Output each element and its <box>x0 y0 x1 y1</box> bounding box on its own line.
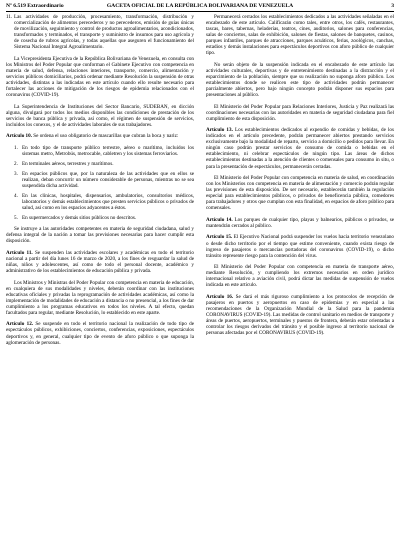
article-label: Artículo 12. <box>6 321 34 328</box>
paragraph: Permanecerá cerrados los establecimientos dedicados a las actividades señaladas en el encabezado de este artículo. Calificarán como tales, entre otros, los cafés, restaurantes, tascas, bares, tabernas, heladerías, teatros, cines, auditorios, salones para conferencias, salas de conciertos, salas de exhibición, salones de fiestas, salones de banquetes, casinos, parques infantiles, parques de atracciones, parques acuáticos, ferias, zoológicos, canchas, estadios y demás instalaciones para espectáculos deportivos con aforo público de cualquier tipo. <box>206 14 394 57</box>
article-label: Artículo 14. <box>206 216 233 223</box>
list-item: 2. En terminales aéreos, terrestres y marítimos. <box>14 160 114 167</box>
paragraph: El Ministerio del Poder Popular con competencia en materia de transporte aéreo, mediante Resolución, y cumpliendo los extremos necesarios en orden jurídico internacional relativo a aviación civil, podrá dictar las medidas de suspensión de vuelos indicada en este artículo. <box>206 264 394 289</box>
article-12: Artículo 12. Se suspende en todo el territorio nacional la realización de todo tipo de espectáculos públicos, exhibiciones, conciertos, conferencias, exposiciones, espectáculos deportivos y, en general, cualquier tipo de evento de aforo público o que suponga la aglomeración de personas. <box>6 321 195 346</box>
article-10-list <box>14 145 194 221</box>
list-item: 3. En espacios públicos que, por la naturaleza de las actividades que en ellos se realizan, deban concurrir un número considerable de personas, mientras no se sea suspendida dicha actividad. <box>14 170 194 190</box>
article-label: Artículo 11. <box>6 249 33 256</box>
article-16: Artículo 16. Se dará el más riguroso cumplimiento a los protocolos de recepción de pasajeros en puertos y aeropuertos en caso de epidemias y en especial a las recomendaciones de la Organización Mundial de la Salud para la pandemia CORONAVIRUS (COVID-19). Las medidas de control sanitario en medios de transporte y áreas de puertos, aeropuertos, terminales y puestos de frontera, deberán estar orientadas a controlar los riesgos derivados del tránsito y el posible ingreso al territorio nacional de personas afectadas por el CORONAVIRUS (COVID-19). <box>206 293 395 337</box>
list-item: 4. En las clínicas, hospitales, dispensarios, ambulatorios, consultorios médicos, laboratorios y demás establecimientos que presten servicios públicos o privados de salud, así como en los espacios adyacentes a éstos. <box>14 193 194 212</box>
article-13: Artículo 13. Los establecimientos dedicados al expendio de comidas y bebidas, de los indicados en el artículo precedente, podrán permanecer abiertos prestando servicios exclusivamente bajo la modalidad de reparto, servicio a domicilio o pedidos para llevar. En ningún caso podrán prestar servicios de consumo de comida o bebidas en el establecimiento, ni celebrar espectáculos de ningún tipo. Las áreas de dichos establecimientos destinadas a la atención de clientes o comensales para consumo in situ, o para la presentación de espectáculos, permanecerán cerradas. <box>206 127 394 170</box>
article-label: Artículo 10. <box>6 133 32 140</box>
article-15: Artículo 15. El Ejecutivo Nacional podrá suspender los vuelos hacia territorio venezolano o desde dicho territorio por el tiempo que estime conveniente, cuando exista riesgo de ingreso de pasajeros o mercancías portadoras del coronavirus (COVID-19), o dicho tránsito represente riesgo para la contención del virus. <box>206 234 395 259</box>
paragraph: No serán objeto de la suspensión indicada en el encabezado de este artículo las actividades culturales, deportivas y de entretenimiento destinadas a la distracción y el esparcimiento de la población, siempre que su realización no suponga aforo público. Los establecimientos donde se realicen este tipo de actividades podrán permanecer parcialmente abiertos, pero bajo ningún concepto podrán disponer sus espacios para presentaciones al público. <box>206 61 394 99</box>
article-11: Artículo 11. Se suspenden las actividades escolares y académicas en todo el territorio nacional a partir del día lunes 16 de marzo de 2020, a los fines de resguardar la salud de niñas, niños y adolescentes, así como de todo el personal docente, académico y administrativo de los establecimientos de educación pública y privada. <box>6 249 195 275</box>
item-list <box>6 14 194 50</box>
paragraph: El Ministerio del Poder Popular con competencia en materia de salud, en coordinación con los Ministerios con competencia en materia de alimentación y comercio podrán regular las previsiones de esta disposición. De ser necesario, establecerán también la regulación especial para establecimientos públicos, o privados de beneficencia pública, comedores para trabajadores y otros que cumplan con esta finalidad, en espacios de aforo público para comensales. <box>206 175 394 212</box>
list-item: 1. En todo tipo de transporte público terrestre, aéreo o marítimo, incluidos los sistemas metro, Metrobús, metrocable, cabletren y los sistemas ferroviarios. <box>14 144 194 157</box>
paragraph: La Superintendencia de Instituciones del Sector Bancario, SUDEBAN, en dicción alguna, divulgará por todos los medios disponibles las condiciones de prestación de los servicios de banca pública y privada, así como, el régimen de suspensión de servicios, incluidos los conexos, y el de actividades laborales de sus trabajadores. <box>6 103 194 128</box>
paragraph: Los Ministros y Ministras del Poder Popular con competencia en materia de educación, en cualquiera de sus modalidades y niveles, deberán coordinar con las instituciones educativas oficiales y privadas la reprogramación de actividades académicas, así como la implementación de modalidades de educación a distancia o no presencial, a los fines de dar cumplimiento a los programas educativos en todos los niveles. A tal efecto, quedan facultados para regular, mediante Resolución, lo establecido en este aparte. <box>6 279 194 316</box>
paragraph: La Vicepresidenta Ejecutiva de la República Bolivariana de Venezuela, en consulta con los Ministros del Poder Popular que conforman el Gabinete Ejecutivo con competencia en materia de salud, defensa, relaciones interiores, transporte, comercio, alimentación y servicios públicos domiciliarios, podrá ordenar mediante Resolución la suspensión de otras actividades, distintas a las indicadas en este artículo cuando ello resulte necesario para fortalecer las acciones de mitigación de los riesgos de epidemia relacionados con el coronavirus (COVID-19). <box>6 55 194 99</box>
article-label: Artículo 16. <box>206 293 234 300</box>
article-label: Artículo 13. <box>206 127 233 134</box>
article-14: Artículo 14. Los parques de cualquier tipo, playas y balnearios, públicos o privados, se mantendrán cerrados al público. <box>206 216 394 229</box>
paragraph: Se instruye a las autoridades competentes en materia de seguridad ciudadana, salud y defensa integral de la nación a tomar las previsiones necesarias para hacer cumplir esta disposición. <box>6 226 194 245</box>
paragraph: El Ministerio del Poder Popular para Relaciones Interiores, Justicia y Paz realizará las coordinaciones necesarias con las autoridades en materia de seguridad ciudadana para fiel cumplimiento de esta disposición. <box>206 103 394 122</box>
right-column <box>206 14 394 342</box>
gazette-number: Nº 6.519 Extraordinario <box>6 3 64 9</box>
header-rule <box>6 11 394 12</box>
list-item: 11. Las actividades de producción, procesamiento, transformación, distribución y comercialización de alimentos perecederos y no perecederos, emisión de guías únicas de movilización, seguimiento y control de productos agroalimentarios, acondicionados, transformados y terminados, el transporte y suministro de insumos para uso agrícola y de cosecha de rubros agrícolas, y todas aquellas que aseguren el funcionamiento del Sistema Nacional Integral Agroalimentario. <box>6 14 194 51</box>
page-number: 3 <box>391 3 394 9</box>
gazette-title: GACETA OFICIAL DE LA REPÚBLICA BOLIVARIANA DE VENEZUELA <box>106 3 294 9</box>
left-column <box>6 14 194 351</box>
article-10: Artículo 10. Se ordena el uso obligatorio de mascarillas que cubran la boca y nariz: <box>6 133 179 140</box>
list-item: 5. En supermercados y demás sitios públicos no descritos. <box>14 215 137 222</box>
article-label: Artículo 15. <box>206 234 233 241</box>
